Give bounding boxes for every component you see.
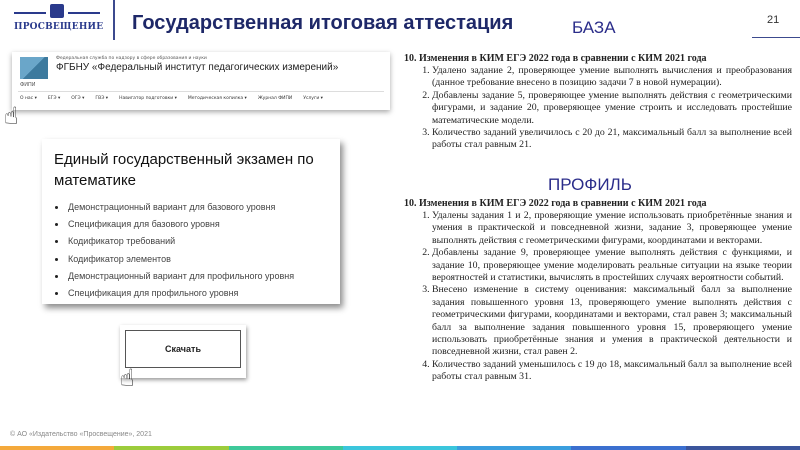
- stripe-segment: [0, 446, 114, 450]
- stripe-segment: [343, 446, 457, 450]
- page-number: 21: [767, 14, 780, 26]
- profil-change-item: 4. Количество заданий уменьшилось с 19 до 18, максимальный балл за выполнение всей работы стал равным 31.: [432, 359, 792, 384]
- fipi-subtitle: Федеральная служба по надзору в сфере образования и науки: [56, 56, 207, 61]
- baza-change-item: 3. Количество заданий увеличилось с 20 до 21, максимальный балл за выполнение всей работы стал равным 21.: [432, 127, 792, 152]
- ege-link-item[interactable]: Спецификация для профильного уровня: [54, 285, 328, 302]
- ege-link-item[interactable]: Демонстрационный вариант для профильного уровня: [54, 268, 328, 285]
- stripe-segment: [571, 446, 685, 450]
- fipi-site-header: [12, 52, 390, 110]
- profil-change-item: 3. Внесено изменение в систему оценивания: максимальный балл за выполнение задания повышенного уровня 13, проверяющего умение выполнять действия с геометрическими фигурами, координатами и векторами, стал равен 3; максимальный балл за выполнение задания повышенного уровня 15, проверяющего умение использовать приобретённые знания и умения в практической деятельности и повседневной жизни, стал равен 2.: [432, 284, 792, 358]
- fipi-logo-icon: [20, 57, 48, 79]
- nav-item-oge[interactable]: ОГЭ ▾: [71, 96, 85, 101]
- download-button[interactable]: Скачать: [125, 330, 241, 368]
- download-card: [120, 325, 246, 378]
- nav-item-services[interactable]: Услуги ▾: [303, 96, 323, 101]
- header-divider: [113, 0, 115, 40]
- profil-changes: [404, 198, 792, 384]
- baza-heading: 10. Изменения в КИМ ЕГЭ 2022 года в сравнении с КИМ 2021 года: [404, 53, 707, 64]
- stripe-segment: [686, 446, 800, 450]
- nav-item-gve[interactable]: ГВЭ ▾: [95, 96, 109, 101]
- profil-heading: 10. Изменения в КИМ ЕГЭ 2022 года в сравнении с КИМ 2021 года: [404, 198, 707, 209]
- baza-changes: [404, 53, 792, 152]
- logo-emblem-icon: [50, 4, 64, 18]
- baza-change-item: 1. Удалено задание 2, проверяющее умение выполнять вычисления и преобразования (данное требование внесено в позицию задачи 7 в новой нумерации).: [432, 65, 792, 90]
- ege-card-title: Единый государственный экзамен по математике: [54, 151, 314, 189]
- nav-item-journal[interactable]: Журнал ФИПИ: [257, 96, 293, 101]
- prosveshchenie-logo: [14, 4, 104, 46]
- stripe-segment: [229, 446, 343, 450]
- page-title: Государственная итоговая аттестация: [132, 12, 514, 34]
- baza-change-item: 2. Добавлены задание 5, проверяющее умение выполнять действия с геометрическими фигурами, и задание 20, проверяющее умение строить и исследовать простейшие математические модели.: [432, 90, 792, 127]
- stripe-segment: [457, 446, 571, 450]
- fipi-short: ФИПИ: [20, 82, 36, 88]
- ege-link-item[interactable]: Кодификатор требований: [54, 233, 328, 250]
- pointer-hand-icon: ☝: [120, 364, 135, 392]
- fipi-nav: [20, 96, 323, 101]
- stripe-segment: [114, 446, 228, 450]
- ege-link-item[interactable]: Спецификация для базового уровня: [54, 216, 328, 233]
- footer-color-stripe: [0, 446, 800, 450]
- profil-change-item: 2. Добавлены задание 9, проверяющее умение выполнять действия с функциями, и задание 10, проверяющее умение моделировать реальные ситуации на языке теории вероятностей и статистики, вычислять в простейших случаях вероятности событий.: [432, 247, 792, 284]
- ege-link-item[interactable]: Кодификатор элементов: [54, 251, 328, 268]
- baza-label: БАЗА: [572, 18, 616, 37]
- nav-item-ege[interactable]: ЕГЭ ▾: [47, 96, 61, 101]
- nav-item-methodical[interactable]: Методическая копилка ▾: [187, 96, 247, 101]
- pointer-hand-icon: ☝: [4, 102, 19, 130]
- nav-item-about[interactable]: О нас ▾: [20, 96, 37, 101]
- page-number-underline: [752, 37, 800, 38]
- ege-math-card: [42, 139, 340, 304]
- nav-item-navigator[interactable]: Навигатор подготовки ▾: [119, 96, 177, 101]
- copyright: © АО «Издательство «Просвещение», 2021: [10, 431, 152, 438]
- profil-label: ПРОФИЛЬ: [548, 175, 632, 194]
- profil-change-item: 1. Удалены задания 1 и 2, проверяющие умение использовать приобретённые знания и умения в практической и повседневной жизни, задание 3, проверяющее умение выполнять действия с геометрическими фигурами, координатами и векторами.: [432, 210, 792, 247]
- ege-link-item[interactable]: Демонстрационный вариант для базового уровня: [54, 199, 328, 216]
- logo-text: ПРОСВЕЩЕНИЕ: [14, 22, 104, 32]
- fipi-name: ФГБНУ «Федеральный институт педагогических измерений»: [56, 62, 339, 73]
